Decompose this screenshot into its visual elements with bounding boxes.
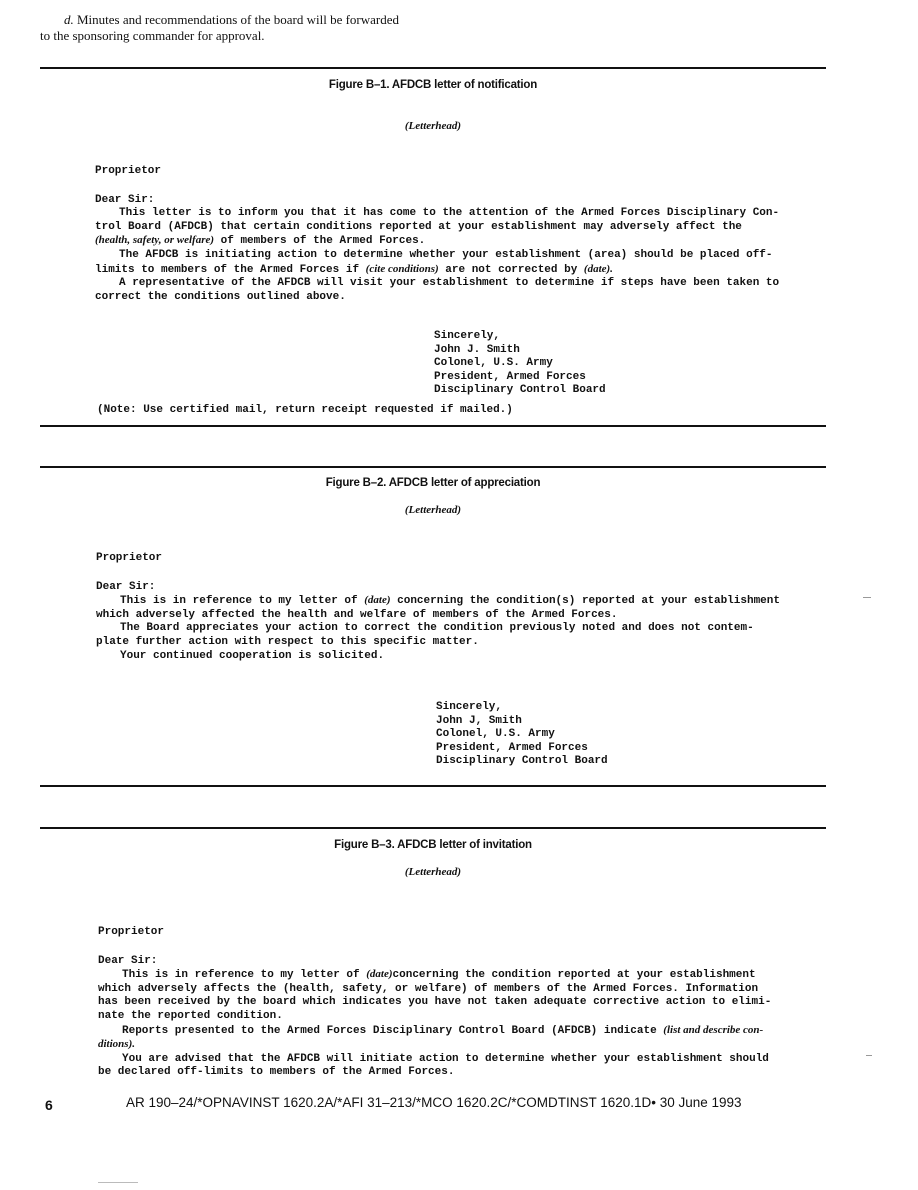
figure2-bottom-rule — [40, 785, 826, 787]
figure1-letterhead: (Letterhead) — [404, 120, 462, 132]
figure1-signature-block: Sincerely, John J. Smith Colonel, U.S. Army President, Armed Forces Disciplinary Control Board — [434, 330, 606, 397]
document-identifier: AR 190–24/*OPNAVINST 1620.2A/*AFI 31–213/*MCO 1620.2C/*COMDTINST 1620.1D• 30 June 1993 — [126, 1095, 742, 1110]
figure2-addressee: Proprietor — [96, 552, 163, 564]
figure3-title: Figure B–3. AFDCB letter of invitation — [334, 839, 532, 851]
intro-line-2: to the sponsoring commander for approval. — [40, 28, 265, 43]
figure3-salutation: Dear Sir: — [98, 954, 158, 967]
figure2-signature-block: Sincerely, John J, Smith Colonel, U.S. Army President, Armed Forces Disciplinary Control Board — [436, 701, 608, 768]
figure3-top-rule — [40, 827, 826, 829]
figure1-letter-body: Proprietor Dear Sir: This letter is to inform you that it has come to the attention of the Armed Forces Disciplinary Con- trol Board (AFDCB) that certain conditions reported at your establishment may adversely affect the (health, safety, or welfare) of members of the Armed Forces. The AFDCB is initiating action to determine whether your establishment (area) should be placed off- limits to members of the Armed Forces if (cite conditions) are not corrected by (date). A representative of the AFDCB will visit your establishment to determine if steps have been taken to correct the conditions outlined above. — [95, 165, 780, 303]
figure1-title: Figure B–1. AFDCB letter of notification — [328, 79, 538, 91]
page-number: 6 — [45, 1097, 53, 1113]
figure3-letter-body: Proprietor Dear Sir: This is in reference to my letter of (date)concerning the condition reported at your establishment which adversely affects the (health, safety, or welfare) of members of the Armed Forces. Information has been received by the board which indicates you have not taken adequate corrective action to elimi- nate the reported condition. Reports presented to the Armed Forces Disciplinary Control Board (AFDCB) indicate (list and describe con- ditions). You are advised that the AFDCB will initiate action to determine whether your establishment should be declared off-limits to members of the Armed Forces. — [98, 926, 772, 1079]
figure2-title: Figure B–2. AFDCB letter of appreciation — [325, 477, 541, 489]
margin-mark-2 — [866, 1055, 872, 1056]
margin-mark-3 — [98, 1182, 138, 1183]
figure3-addressee: Proprietor — [98, 926, 165, 938]
figure2-letterhead: (Letterhead) — [404, 504, 462, 516]
intro-label: d. — [64, 12, 74, 27]
figure1-bottom-rule — [40, 425, 826, 427]
figure1-addressee: Proprietor — [95, 165, 162, 177]
figure2-top-rule — [40, 466, 826, 468]
margin-mark-1 — [863, 597, 871, 598]
figure2-letter-body: Proprietor Dear Sir: This is in reference to my letter of (date) concerning the condition(s) reported at your establishment which adversely affected the health and welfare of members of the Armed Forces. The Board appreciates your action to correct the condition previously noted and does not contem- plate further action with respect to this specific matter. Your continued cooperation is solicited. — [96, 552, 780, 662]
intro-line-1: d. Minutes and recommendations of the board will be forwarded — [64, 12, 400, 27]
figure2-salutation: Dear Sir: — [96, 580, 156, 593]
figure1-top-rule — [40, 67, 826, 69]
figure1-salutation: Dear Sir: — [95, 193, 155, 206]
intro-paragraph — [40, 12, 399, 44]
figure3-letterhead: (Letterhead) — [404, 866, 462, 878]
figure1-note: (Note: Use certified mail, return receipt requested if mailed.) — [97, 404, 513, 416]
